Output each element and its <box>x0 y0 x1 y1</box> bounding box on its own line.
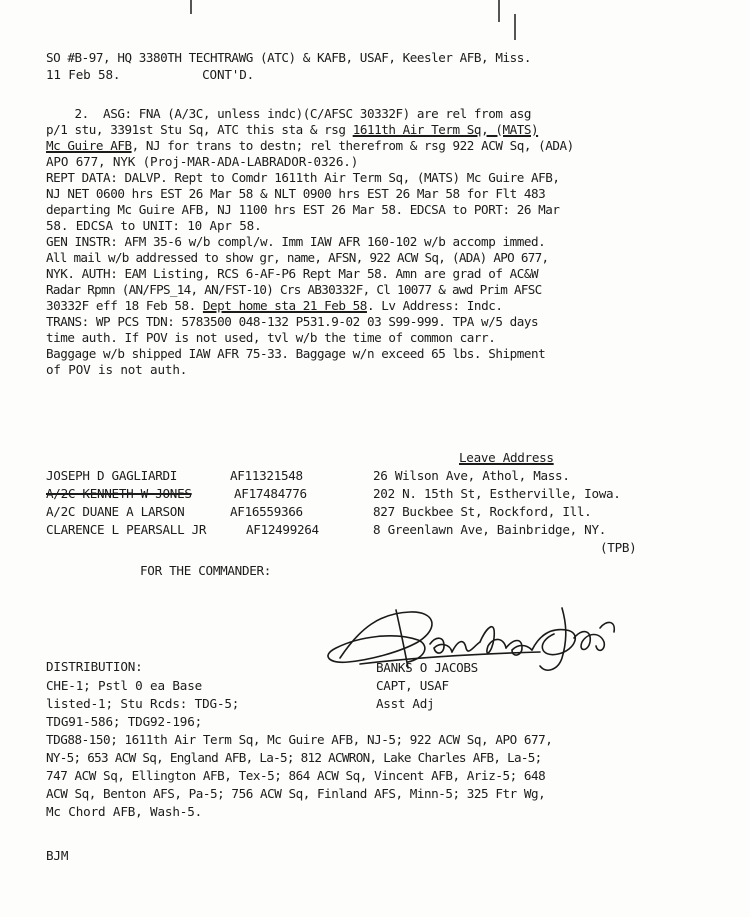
punch-mark-left <box>190 0 192 14</box>
signer-name: BANKS O JACOBS <box>376 660 478 675</box>
person-afsn: AF17484776 <box>234 486 307 501</box>
underlined-unit: 1611th Air Term Sq, (MATS) <box>352 122 539 137</box>
person-afsn: AF16559366 <box>230 504 303 519</box>
para-line: Mc Guire AFB, NJ for trans to destn; rel therefrom & rsg 922 ACW Sq, (ADA) <box>46 138 574 153</box>
para-line: NYK. AUTH: EAM Listing, RCS 6-AF-P6 Rept Mar 58. Amn are grad of AC&W <box>46 266 539 281</box>
para-line: All mail w/b addressed to show gr, name, AFSN, 922 ACW Sq, (ADA) APO 677, <box>46 250 549 265</box>
punch-mark-right <box>498 0 500 22</box>
para-line: of POV is not auth. <box>46 362 188 377</box>
distribution-line: NY-5; 653 ACW Sq, England AFB, La-5; 812 ACWRON, Lake Charles AFB, La-5; <box>46 750 542 765</box>
para-line: p/1 stu, 3391st Stu Sq, ATC this sta & rsg 1611th Air Term Sq, (MATS) <box>46 122 539 137</box>
person-name: A/2C DUANE A LARSON <box>46 504 185 519</box>
para-line: time auth. If POV is not used, tvl w/b the time of common carr. <box>46 330 496 345</box>
para-line: GEN INSTR: AFM 35-6 w/b compl/w. Imm IAW AFR 160-102 w/b accomp immed. <box>46 234 546 249</box>
person-address: 202 N. 15th St, Estherville, Iowa. <box>373 486 621 501</box>
para-line: APO 677, NYK (Proj-MAR-ADA-LABRADOR-0326.) <box>46 154 359 169</box>
punch-mark-right-2 <box>514 14 516 40</box>
underlined-departure: Dept home sta 21 Feb 58 <box>202 298 367 313</box>
person-address: 26 Wilson Ave, Athol, Mass. <box>373 468 570 483</box>
para-line: Radar Rpmn (AN/FPS_14, AN/FST-10) Crs AB30332F, Cl 10077 & awd Prim AFSC <box>46 282 542 297</box>
person-afsn: AF12499264 <box>246 522 319 537</box>
signer-rank: CAPT, USAF <box>376 678 449 693</box>
leave-address-heading: Leave Address <box>459 450 554 465</box>
underlined-base: Mc Guire AFB <box>46 138 132 153</box>
person-address: 8 Greenlawn Ave, Bainbridge, NY. <box>373 522 607 537</box>
person-name-struck: A/2C KENNETH W JONES <box>46 486 192 501</box>
signer-title: Asst Adj <box>376 696 435 711</box>
para-line: departing Mc Guire AFB, NJ 1100 hrs EST 26 Mar 58. EDCSA to PORT: 26 Mar <box>46 202 560 217</box>
distribution-line: CHE-1; Pstl 0 ea Base <box>46 678 203 693</box>
person-afsn: AF11321548 <box>230 468 303 483</box>
typist-code: (TPB) <box>600 540 637 555</box>
person-name: CLARENCE L PEARSALL JR <box>46 522 207 537</box>
para-line: NJ NET 0600 hrs EST 26 Mar 58 & NLT 0900 hrs EST 26 Mar 58 for Flt 483 <box>46 186 546 201</box>
para-line: 58. EDCSA to UNIT: 10 Apr 58. <box>46 218 262 233</box>
distribution-line: listed-1; Stu Rcds: TDG-5; <box>46 696 240 711</box>
for-the-commander: FOR THE COMMANDER: <box>140 563 272 578</box>
para-line: TRANS: WP PCS TDN: 5783500 048-132 P531.9-02 03 S99-999. TPA w/5 days <box>46 314 539 329</box>
para-line: Baggage w/b shipped IAW AFR 75-33. Baggage w/n exceed 65 lbs. Shipment <box>46 346 546 361</box>
person-address: 827 Buckbee St, Rockford, Ill. <box>373 504 592 519</box>
distribution-line: Mc Chord AFB, Wash-5. <box>46 804 203 819</box>
para-line: 2. ASG: FNA (A/3C, unless indc)(C/AFSC 30332F) are rel from asg <box>46 106 531 121</box>
distribution-line: ACW Sq, Benton AFS, Pa-5; 756 ACW Sq, Finland AFS, Minn-5; 325 Ftr Wg, <box>46 786 546 801</box>
distribution-heading: DISTRIBUTION: <box>46 659 143 674</box>
distribution-line: TDG91-586; TDG92-196; <box>46 714 203 729</box>
distribution-line: TDG88-150; 1611th Air Term Sq, Mc Guire AFB, NJ-5; 922 ACW Sq, APO 677, <box>46 732 553 747</box>
order-header: SO #B-97, HQ 3380TH TECHTRAWG (ATC) & KAFB, USAF, Keesler AFB, Miss. <box>46 50 531 65</box>
distribution-line: 747 ACW Sq, Ellington AFB, Tex-5; 864 ACW Sq, Vincent AFB, Ariz-5; 648 <box>46 768 546 783</box>
para-line: 30332F eff 18 Feb 58. Dept home sta 21 Feb 58. Lv Address: Indc. <box>46 298 503 313</box>
order-date-line: 11 Feb 58. CONT'D. <box>46 67 255 82</box>
typist-initials: BJM <box>46 848 69 863</box>
person-name: JOSEPH D GAGLIARDI <box>46 468 178 483</box>
para-line: REPT DATA: DALVP. Rept to Comdr 1611th Air Term Sq, (MATS) Mc Guire AFB, <box>46 170 560 185</box>
